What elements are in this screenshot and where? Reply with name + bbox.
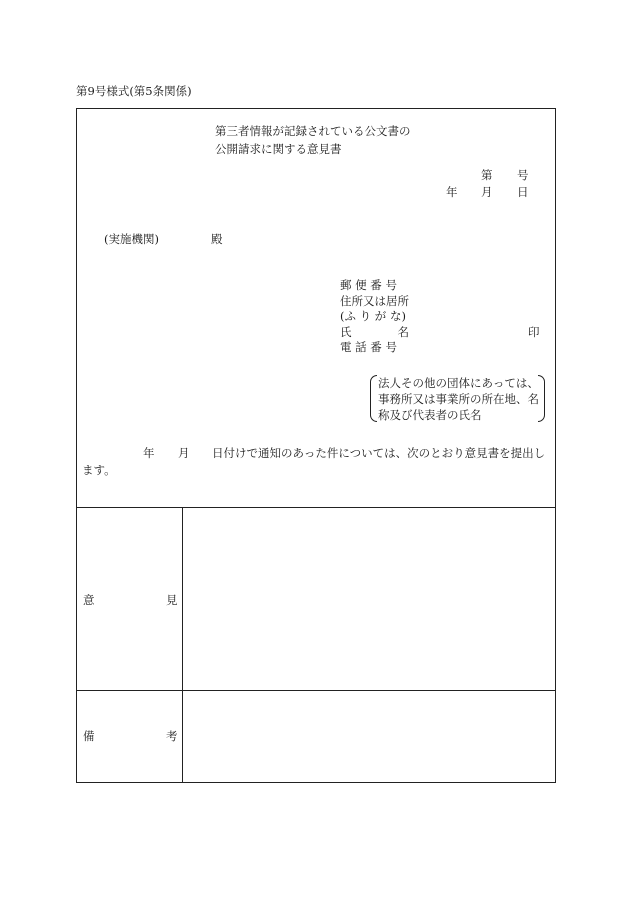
corporate-note-line1: 法人その他の団体にあっては、 (378, 376, 539, 390)
name-label: 氏 名 (340, 325, 409, 339)
document-title-line1: 第三者情報が記録されている公文書の (215, 124, 411, 138)
body-year: 年 (143, 446, 155, 460)
postal-code-label: 郵 便 番 号 (340, 278, 397, 292)
opinion-field[interactable] (183, 508, 555, 690)
doc-number-dai: 第 (481, 168, 493, 182)
phone-number-label: 電 話 番 号 (340, 340, 397, 354)
remarks-label-char2: 考 (166, 729, 178, 743)
date-year: 年 (446, 185, 458, 199)
form-number-label: 第9号様式(第5条関係) (76, 84, 192, 98)
doc-number-go: 号 (517, 168, 529, 182)
remarks-field[interactable] (183, 691, 555, 782)
date-month: 月 (481, 185, 493, 199)
addressee-honorific: 殿 (211, 232, 223, 246)
body-month: 月 (178, 446, 190, 460)
corporate-note (378, 375, 539, 423)
opinion-label-char2: 見 (166, 593, 178, 607)
addressee-organization: (実施機関) (104, 232, 159, 246)
document-title-line2: 公開請求に関する意見書 (215, 142, 342, 156)
opinion-label-char1: 意 (83, 593, 95, 607)
note-left-bracket (370, 375, 377, 422)
address-label: 住所又は居所 (340, 294, 409, 308)
seal-mark: 印 (528, 325, 540, 339)
note-right-bracket (538, 375, 545, 422)
date-day: 日 (517, 185, 529, 199)
body-text-line1: 日付けで通知のあった件については、次のとおり意見書を提出し (212, 446, 546, 460)
furigana-label: (ふ り が な) (340, 309, 406, 323)
corporate-note-line2: 事務所又は事業所の所在地、名 (378, 392, 539, 406)
body-text-line2: ます。 (82, 463, 116, 477)
corporate-note-line3: 称及び代表者の氏名 (378, 408, 482, 422)
remarks-label-char1: 備 (83, 729, 95, 743)
